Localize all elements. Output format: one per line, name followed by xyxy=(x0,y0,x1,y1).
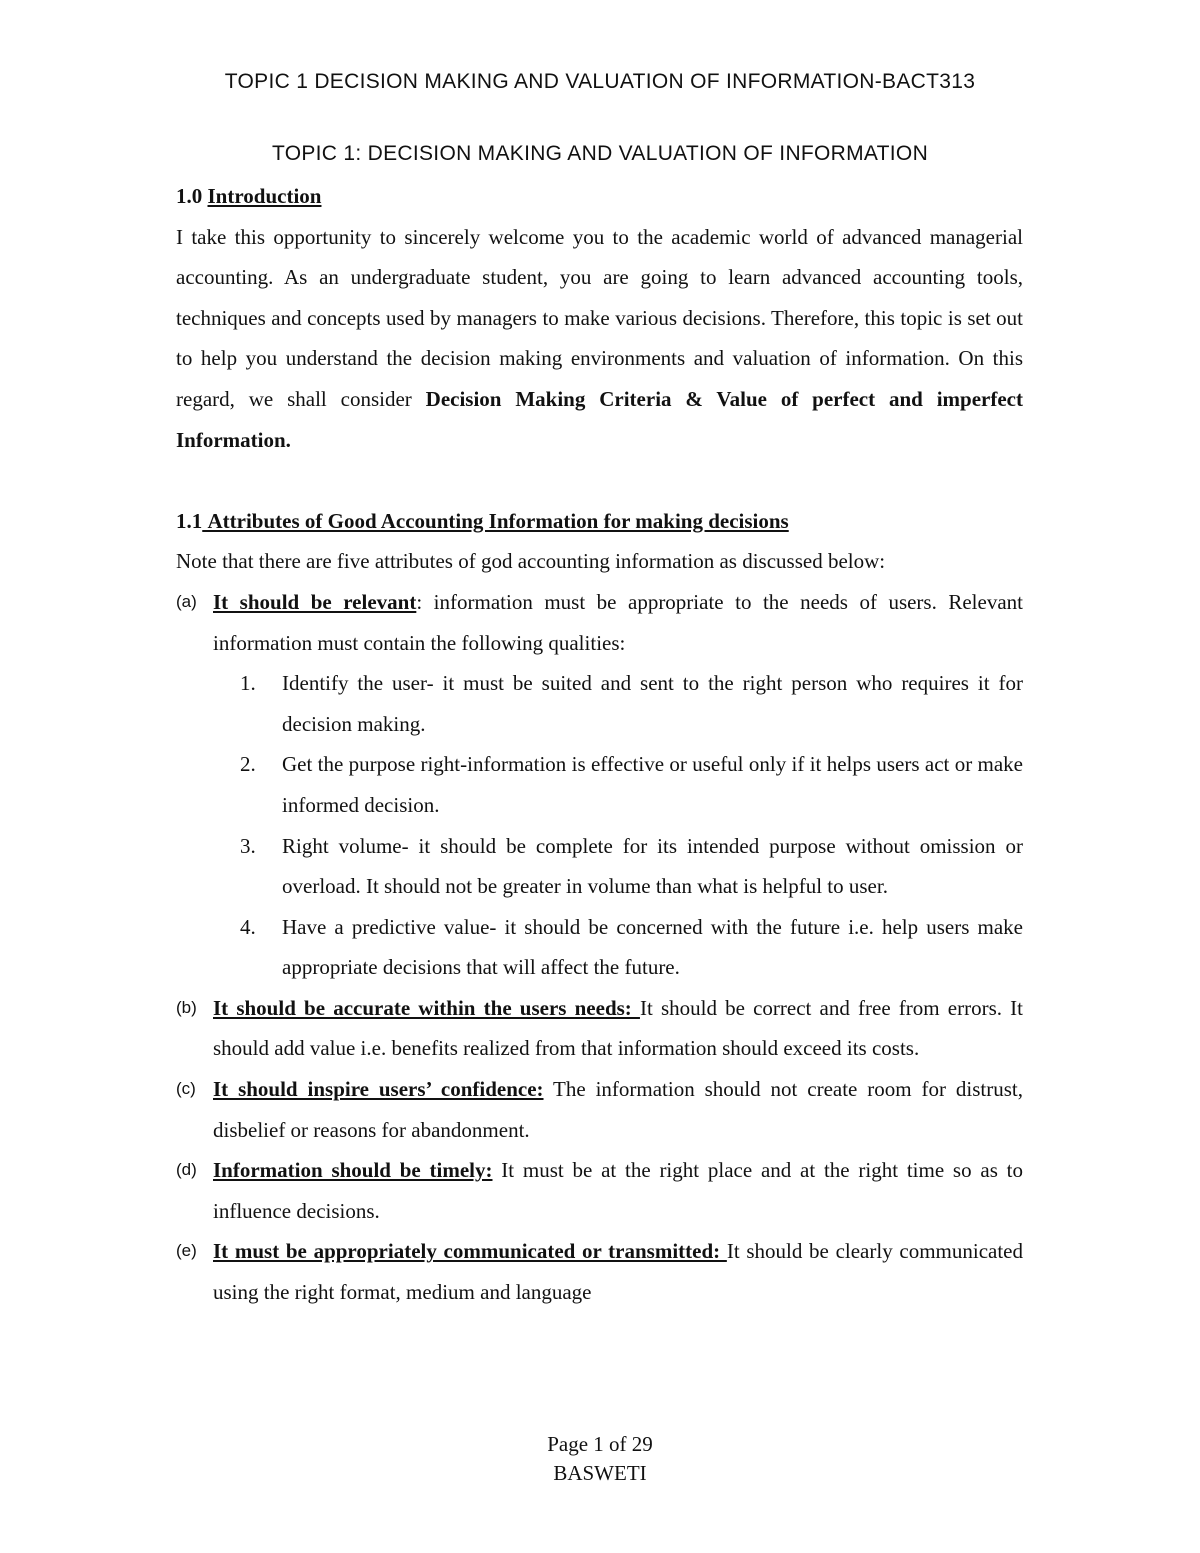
list-text: Have a predictive value- it should be concerned with the future i.e. help users make appropriate decisions that will affect the future. xyxy=(282,914,1023,980)
page-title: TOPIC 1: DECISION MAKING AND VALUATION OF INFORMATION xyxy=(271,142,929,165)
list-item xyxy=(240,663,1023,744)
section-number: 1.0 xyxy=(176,184,203,208)
section-title: Attributes of Good Accounting Information for making decisions xyxy=(207,508,789,533)
author-name: BASWETI xyxy=(553,1461,647,1485)
attribute-item xyxy=(176,1150,1023,1231)
introduction-bold-text: Decision Making Criteria & Value of perfect and imperfect Information. xyxy=(176,386,1023,452)
item-text: : information must be appropriate to the needs of users. Relevant information must contain the following qualities: xyxy=(213,589,1023,655)
item-title: It must be appropriately communicated or transmitted: xyxy=(213,1239,727,1264)
spacer xyxy=(176,460,1023,501)
item-text: The information should not create room for distrust, disbelief or reasons for abandonment. xyxy=(213,1077,1023,1142)
item-body xyxy=(213,582,1023,663)
list-item xyxy=(240,826,1023,907)
list-number: 3. xyxy=(240,833,256,858)
item-label: (d) xyxy=(176,1160,197,1180)
item-label: (c) xyxy=(176,1079,196,1099)
relevance-qualities-list xyxy=(176,663,1023,988)
item-body xyxy=(213,988,1023,1069)
item-text: It should be correct and free from errors. It should add value i.e. benefits realized from that information should exceed its costs. xyxy=(213,995,1023,1061)
introduction-paragraph xyxy=(176,217,1023,461)
item-body xyxy=(213,1150,1023,1231)
item-body xyxy=(213,1231,1023,1312)
page-number: Page 1 of 29 xyxy=(547,1432,653,1456)
attribute-item xyxy=(176,582,1023,663)
item-title: It should be accurate within the users needs: xyxy=(213,995,640,1020)
item-body xyxy=(213,1069,1023,1150)
section-number: 1.1 xyxy=(176,508,203,533)
list-number: 1. xyxy=(240,671,256,696)
list-number: 2. xyxy=(240,752,256,777)
page-footer xyxy=(0,1430,1200,1488)
section-heading-attributes xyxy=(176,501,1023,542)
running-header: TOPIC 1 DECISION MAKING AND VALUATION OF INFORMATION-BACT313 xyxy=(224,70,976,93)
item-label: (b) xyxy=(176,997,197,1017)
item-title: It should inspire users’ confidence: xyxy=(213,1077,544,1102)
section-title: Introduction xyxy=(207,184,322,208)
item-label: (e) xyxy=(176,1241,197,1261)
document-body xyxy=(176,176,1023,1313)
item-text: It should be clearly communicated using the right format, medium and language xyxy=(213,1239,1024,1305)
attribute-item xyxy=(176,1069,1023,1150)
introduction-text: I take this opportunity to sincerely welcome you to the academic world of advanced managerial accounting. As an undergraduate student, you are going to learn advanced accounting tools, techniques and concepts used by managers to make various decisions. Therefore, this topic is set out to help you understand the decision making environments and valuation of information. On this regard, we shall consider xyxy=(176,224,1023,411)
item-title: It should be relevant xyxy=(213,589,417,614)
list-item xyxy=(240,744,1023,825)
list-number: 4. xyxy=(240,914,256,939)
list-text: Identify the user- it must be suited and sent to the right person who requires it for decision making. xyxy=(282,671,1023,736)
attribute-item xyxy=(176,988,1023,1069)
list-text: Get the purpose right-information is effective or useful only if it helps users act or make informed decision. xyxy=(282,752,1023,817)
attribute-item xyxy=(176,1231,1023,1312)
item-text: It must be at the right place and at the right time so as to influence decisions. xyxy=(213,1158,1023,1223)
item-label: (a) xyxy=(176,591,197,611)
attributes-note: Note that there are five attributes of god accounting information as discussed below: xyxy=(176,549,886,574)
list-text: Right volume- it should be complete for its intended purpose without omission or overload. It should not be greater in volume than what is helpful to user. xyxy=(282,833,1023,899)
list-item xyxy=(240,907,1023,988)
item-title: Information should be timely: xyxy=(213,1158,493,1183)
section-heading-introduction xyxy=(176,176,1023,217)
